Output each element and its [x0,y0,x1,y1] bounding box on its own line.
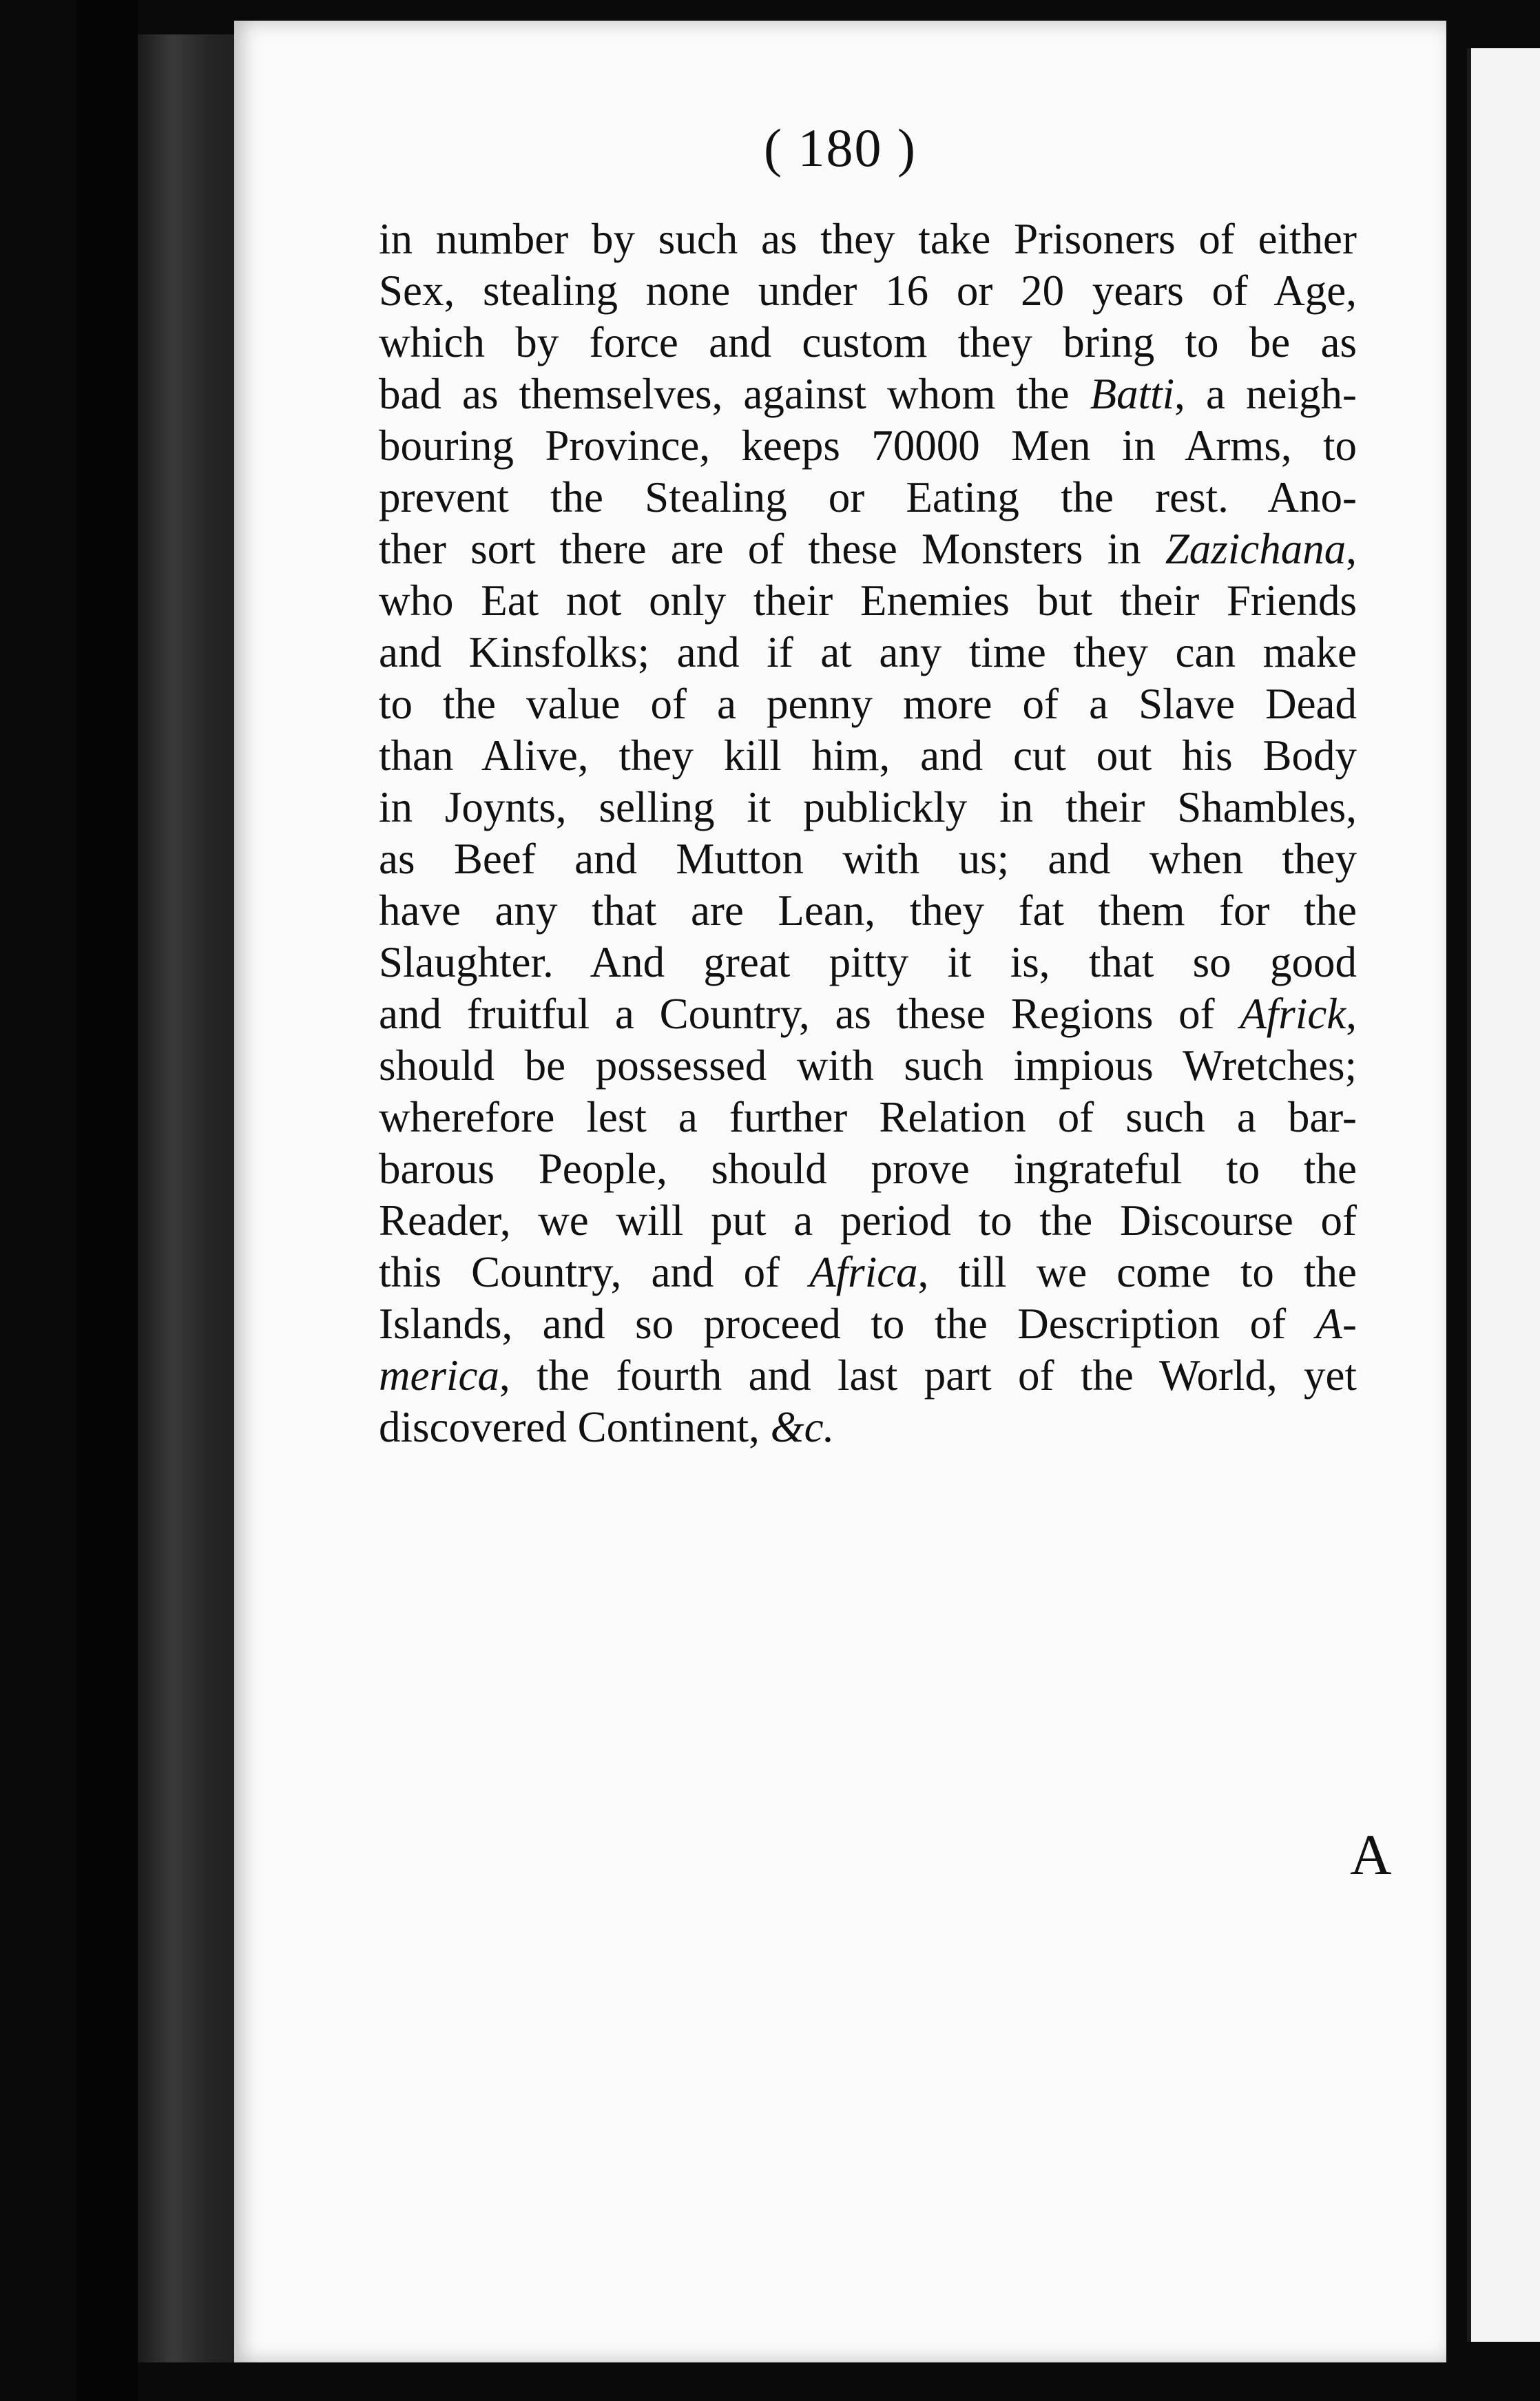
text-line: and fruitful a Country, as these Regions of Africk, [379,990,1357,1038]
binding-shadow [76,0,138,2401]
text-line: ther sort there are of these Monsters in Zazichana, [379,525,1357,573]
text-line: Sex, stealing none under 16 or 20 years of Age, [379,267,1357,315]
text-line: in number by such as they take Prisoners of either [379,215,1357,263]
text-line: barous People, should prove ingrateful to the [379,1145,1357,1193]
text-line: Islands, and so proceed to the Description of A- [379,1300,1357,1348]
text-line: and Kinsfolks; and if at any time they can make [379,628,1357,676]
text-line: to the value of a penny more of a Slave Dead [379,680,1357,728]
text-line: should be possessed with such impious Wretches; [379,1041,1357,1090]
body-text [379,214,1357,1453]
text-line: have any that are Lean, they fat them for the [379,886,1357,935]
text-line: discovered Continent, &c. [379,1403,835,1451]
text-line: merica, the fourth and last part of the World, yet [379,1351,1357,1400]
book-page [234,21,1446,2362]
text-line: as Beef and Mutton with us; and when they [379,835,1357,883]
text-line: which by force and custom they bring to be as [379,318,1357,366]
text-line: Reader, we will put a period to the Discourse of [379,1196,1357,1245]
adjacent-page-edge [1467,48,1540,2342]
catchword: A [1350,1823,1392,1887]
text-line: Slaughter. And great pitty it is, that so good [379,938,1357,986]
text-line: prevent the Stealing or Eating the rest. Ano- [379,473,1357,521]
text-line: bad as themselves, against whom the Batti, a neigh- [379,370,1357,418]
text-line: this Country, and of Africa, till we come to the [379,1248,1357,1296]
text-line: than Alive, they kill him, and cut out his Body [379,731,1357,780]
text-line: wherefore lest a further Relation of such a bar- [379,1093,1357,1141]
text-line: bouring Province, keeps 70000 Men in Arms, to [379,422,1357,470]
text-line: in Joynts, selling it publickly in their Shambles, [379,783,1357,831]
text-line: who Eat not only their Enemies but their Friends [379,576,1357,625]
bleed-through-text [379,1412,1357,1464]
page-number: ( 180 ) [764,118,917,178]
